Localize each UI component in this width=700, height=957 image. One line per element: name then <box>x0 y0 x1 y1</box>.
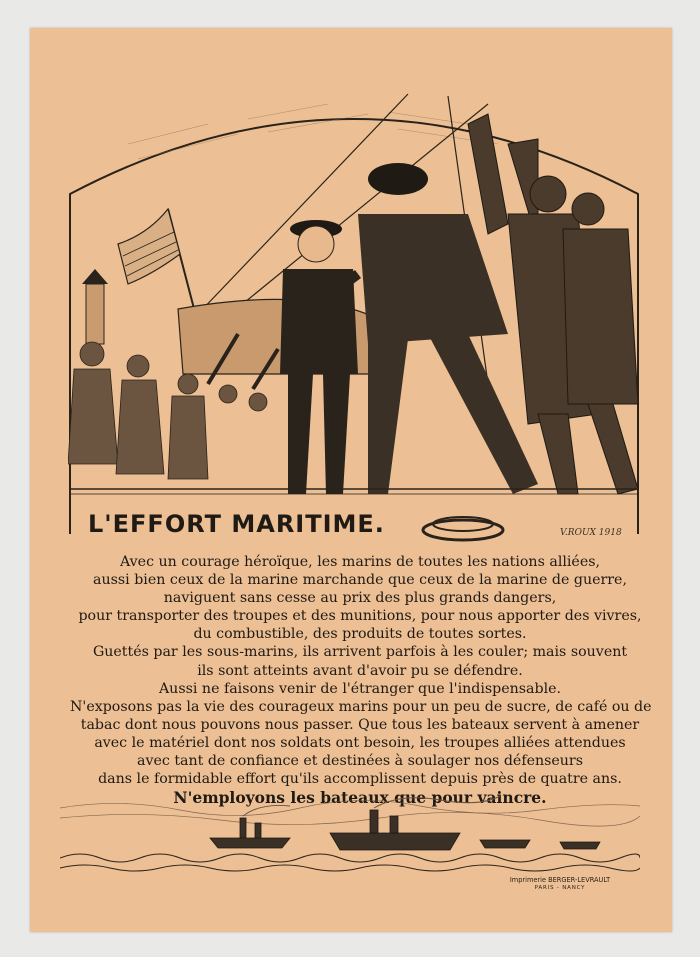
body-line: aussi bien ceux de la marine marchande que ceux de la marine de guerre, <box>93 572 627 589</box>
body-line: dans le formidable effort qu'ils accomplissent depuis près de quatre ans. <box>98 771 622 788</box>
body-line: naviguent sans cesse au prix des plus grands dangers, <box>163 590 557 607</box>
illustration-quay-scene <box>68 84 640 544</box>
body-line: avec le matériel dont nos soldats ont besoin, les troupes alliées attendues <box>94 734 626 751</box>
poster-body-text <box>70 553 650 807</box>
body-line: Aussi ne faisons venir de l'étranger que l'indispensable. <box>158 680 562 697</box>
body-line: pour transporter des troupes et des munitions, pour nous apporter des vivres, <box>78 608 642 625</box>
body-line: Avec un courage héroïque, les marins de toutes les nations alliées, <box>119 554 601 570</box>
quay-scene-drawing <box>68 84 640 544</box>
closing-slogan: N'employons les bateaux que pour vaincre. <box>173 788 547 808</box>
body-line: avec tant de confiance et destinées à soulager nos défenseurs <box>137 753 583 770</box>
seascape-drawing <box>60 778 640 882</box>
printer-imprint <box>508 876 612 891</box>
body-line: tabac dont nous pouvons nous passer. Que tous les bateaux servent à amener <box>80 716 640 733</box>
artist-signature: V.ROUX 1918 <box>560 528 622 538</box>
body-line: ils sont atteints avant d'avoir pu se défendre. <box>197 662 523 679</box>
body-line: N'exposons pas la vie des courageux marins pour un peu de sucre, de café ou de <box>70 698 652 715</box>
poster-title: L'EFFORT MARITIME. <box>88 510 385 538</box>
illustration-seascape <box>60 778 640 882</box>
printer-name: Imprimerie BERGER-LEVRAULT <box>509 876 611 884</box>
printer-city: PARIS - NANCY <box>534 885 586 891</box>
body-line: du combustible, des produits de toutes sortes. <box>193 626 527 643</box>
body-line: Guettés par les sous-marins, ils arrivent parfois à les couler; mais souvent <box>92 644 628 661</box>
